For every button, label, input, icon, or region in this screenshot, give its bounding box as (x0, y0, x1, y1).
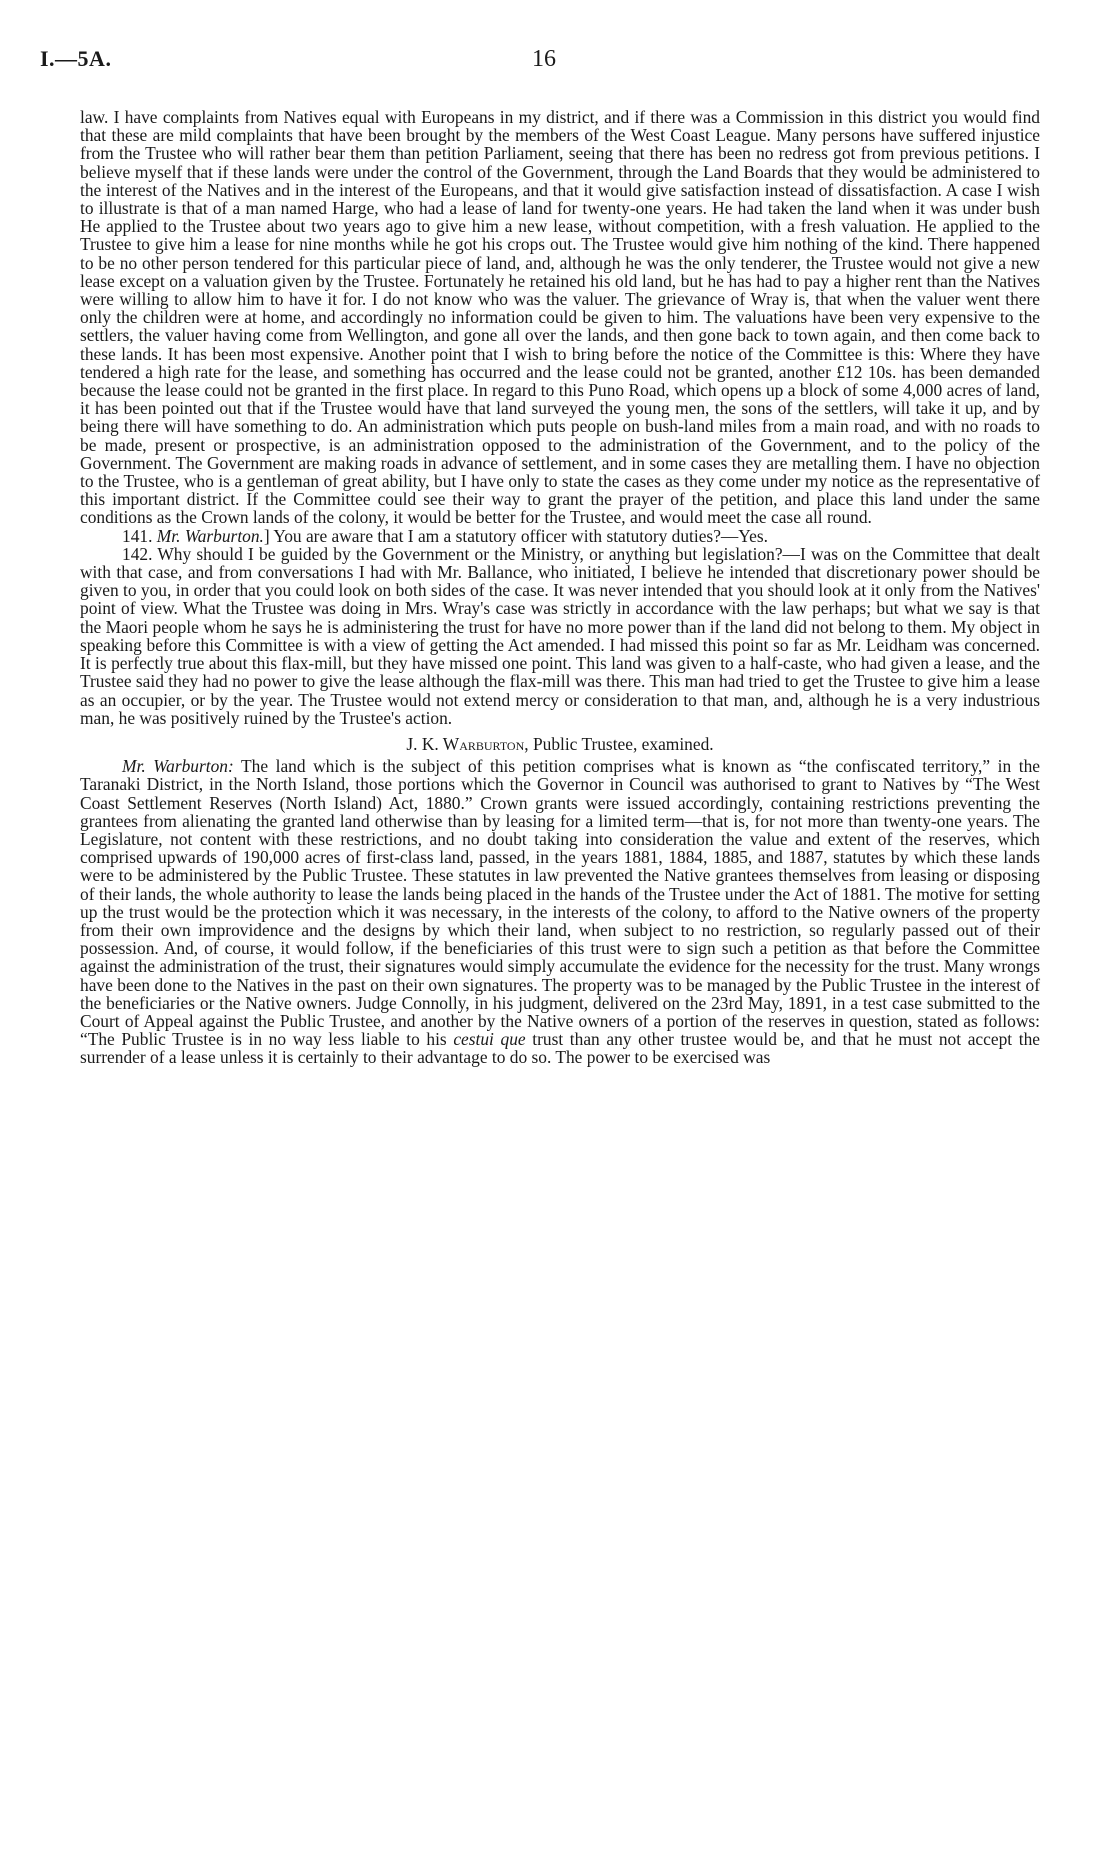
witness-name: J. K. Warburton (406, 733, 525, 754)
question-speaker: Mr. Warburton. (156, 525, 264, 546)
witness-role: , Public Trustee, examined. (524, 733, 714, 754)
question-141 (80, 527, 1040, 545)
question-number: 141. (122, 525, 153, 546)
paragraph-continuation: law. I have complaints from Natives equal with Europeans in my district, and if there was a Commission in this district you would find that these are mild complaints that have been brought by the members of the West Coast League. Many persons have suffered injustice from the Trustee who will rather bear them than petition Parliament, seeing that there has been no redress got from previous petitions. I believe myself that if these lands were under the control of the Government, through the Land Boards that they would be administered to the interest of the Natives and in the interest of the Europeans, and that it would give satisfaction instead of dissatisfaction. A case I wish to illustrate is that of a man named Harge, who had a lease of land for twenty-one years. He had taken the land when it was under bush He applied to the Trustee about two years ago to give him a new lease, without competition, with a fresh valuation. He applied to the Trustee to give him a lease for nine months while he got his crops out. The Trustee would give him nothing of the kind. There happened to be no other person tendered for this particular piece of land, and, although he was the only tenderer, the Trustee would not give a new lease except on a valuation given by the Trustee. Fortunately he retained his old land, but he has had to pay a higher rent than the Natives were willing to allow him to have it for. I do not know who was the valuer. The grievance of Wray is, that when the valuer went there only the children were at home, and accordingly no information could be given to him. The valuations have been very expensive to the settlers, the valuer having come from Wellington, and gone all over the lands, and then gone back to town again, and then come back to these lands. It has been most expensive. Another point that I wish to bring before the notice of the Committee is this: Where they have tendered a high rate for the lease, and something has occurred and the lease could not be granted, another £12 10s. has been demanded because the lease could not be granted in the first place. In regard to this Puno Road, which opens up a block of some 4,000 acres of land, it has been pointed out that if the Trustee would have that land surveyed the young men, the sons of the settlers, will take it up, and by being there will have something to do. An administration which puts people on bush-land miles from a main road, and with no roads to be made, present or prospective, is an administration opposed to the administration of the Government, and to the policy of the Government. The Government are making roads in advance of settlement, and in some cases they are metalling them. I have no objection to the Trustee, who is a gentleman of great ability, but I have only to state the cases as they come under my notice as the representative of this important district. If the Committee could see their way to grant the prayer of the petition, and place this land under the same conditions as the Crown lands of the colony, it would be better for the Trustee, and would meet the case all round. (80, 107, 1040, 528)
question-142: 142. Why should I be guided by the Government or the Ministry, or anything but legislation?—I was on the Committee that dealt with that case, and from conversations I had with Mr. Ballance, who initiated, I believe he intended that discretionary power should be given to you, in order that you could look on both sides of the case. It was never intended that you should look at it only from the Natives' point of view. What the Trustee was doing in Mrs. Wray's case was strictly in accordance with the law perhaps; but what we say is that the Maori people whom he says he is administering the trust for have no more power than if the land did not belong to them. My object in speaking before this Committee is with a view of getting the Act amended. I had missed this point so far as Mr. Leidham was concerned. It is perfectly true about this flax-mill, but they have missed one point. This land was given to a half-caste, who had given a lease, and the Trustee said they had no power to give the lease although the flax-mill was there. This man had tried to get the Trustee to give him a lease as an occupier, or by the year. The Trustee would not extend mercy or consideration to that man, and, although he is a very industrious man, he was positively ruined by the Trustee's action. (80, 543, 1040, 728)
statement-italic: cestui que (453, 1029, 526, 1050)
statement-text-1: The land which is the subject of this petition comprises what is known as “the confiscated territory,” in the Taranaki District, in the North Island, those portions which the Governor in Council was authorised to grant to Natives by “The West Coast Settlement Reserves (North Island) Act, 1880.” Crown grants were issued accordingly, containing restrictions preventing the grantees from alienating the granted land otherwise than by leasing for a limited term—that is, for not more than twenty-one years. The Legislature, not content with these restrictions, and no doubt taking into consideration the value and extent of the reserves, which comprised upwards of 190,000 acres of first-class land, passed, in the years 1881, 1884, 1885, and 1887, statutes by which these lands were to be administered by the Public Trustee. These statutes in law prevented the Native grantees themselves from leasing or disposing of their lands, the whole authority to lease the lands being placed in the hands of the Trustee under the Act of 1881. The motive for setting up the trust would be the protection which it was necessary, in the interests of the colony, to afford to the Native owners of the property from their own improvidence and the designs by which their land, when subject to no restriction, so regularly passed out of their possession. And, of course, it would follow, if the beneficiaries of this trust were to sign such a petition as that before the Committee against the administration of the trust, their signatures would simply accumulate the evidence for the necessity for the trust. Many wrongs have been done to the Natives in the past on their own signatures. The property was to be managed by the Public Trustee in the interest of the beneficiaries or the Native owners. Judge Connolly, in his judgment, delivered on the 23rd May, 1891, in a test case submitted to the Court of Appeal against the Public Trustee, and another by the Native owners of a portion of the reserves in question, stated as follows: “The Public Trustee is in no way less liable to his (80, 756, 1041, 1050)
document-reference: I.—5A. (40, 46, 112, 71)
page-number: 16 (532, 46, 556, 72)
question-text: ] You are aware that I am a statutory officer with statutory duties?—Yes. (263, 525, 768, 546)
section-heading (80, 735, 1040, 753)
statement-text-2: trust than any other trustee would be, and that he must not accept the surrender of a lease unless it is certainly to their advantage to do so. The power to be exercised was (80, 1029, 1040, 1068)
statement-speaker: Mr. Warburton: (122, 756, 234, 777)
document-body (80, 108, 1040, 1067)
warburton-statement (80, 757, 1040, 1066)
